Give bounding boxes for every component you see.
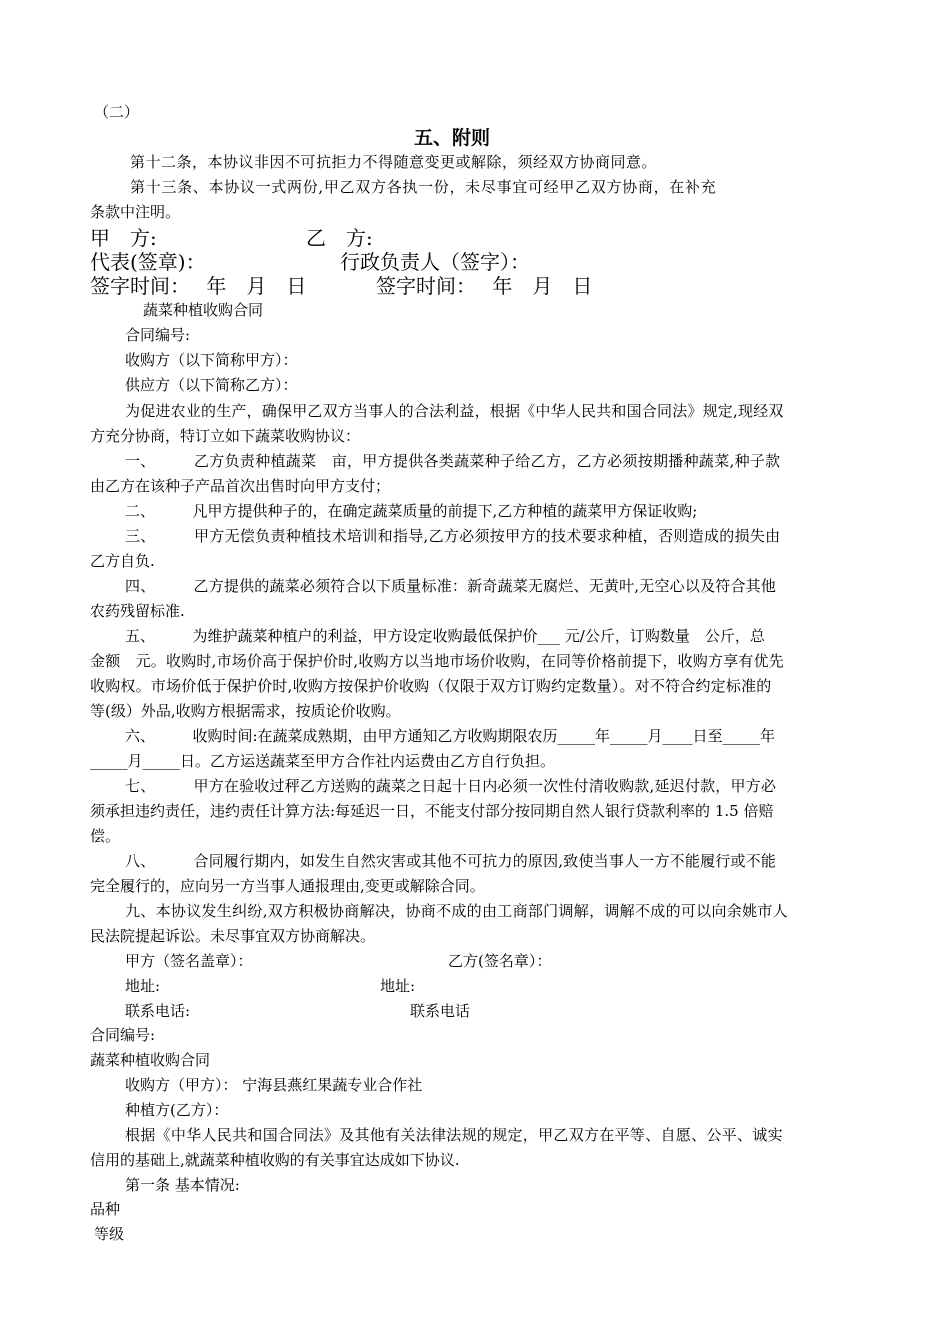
clause-2: 二、 凡甲方提供种子的，在确定蔬菜质量的前提下,乙方种植的蔬菜甲方保证收购;	[125, 502, 698, 520]
article-13-line2: 条款中注明。	[90, 203, 181, 221]
signature-representative: 代表(签章)：	[90, 250, 206, 274]
clause-5-line4: 等(级）外品,收购方根据需求，按质论价收购。	[90, 702, 401, 720]
clause-3-line1: 三、 甲方无偿负责种植技术培训和指导,乙方必须按甲方的技术要求种植，否则造成的损失由	[125, 527, 781, 545]
signature-party-b: 乙 方:	[306, 226, 373, 250]
article-12: 第十二条，本协议非因不可抗拒力不得随意变更或解除，须经双方协商同意。	[130, 153, 658, 171]
contract2-number: 合同编号:	[125, 326, 191, 344]
clause-8-line1: 八、 合同履行期内，如发生自然灾害或其他不可抗力的原因,致使当事人一方不能履行或不能	[125, 852, 777, 870]
contract3-buyer: 收购方（甲方）： 宁海县燕红果蔬专业合作社	[125, 1076, 423, 1094]
section-label: （二）	[94, 103, 140, 121]
contract3-article-1: 第一条 基本情况:	[125, 1176, 240, 1194]
clause-1-line1: 一、 乙方负责种植蔬菜 亩，甲方提供各类蔬菜种子给乙方，乙方必须按期播种蔬菜,种子款	[125, 452, 781, 470]
clause-9-line1: 九、本协议发生纠纷,双方积极协商解决，协商不成的由工商部门调解，调解不成的可以向余姚市人	[125, 902, 788, 920]
signature-time-a: 签字时间： 年 月 日	[90, 274, 307, 298]
contract2-intro-line1: 为促进农业的生产，确保甲乙双方当事人的合法利益，根据《中华人民共和国合同法》规定,现经双	[125, 402, 784, 420]
contract2-sign-b: 乙方(签名章）：	[448, 952, 552, 970]
clause-5-line3: 收购权。市场价低于保护价时,收购方按保护价收购（仅限于双方订购约定数量）。对不符合约定标准的	[90, 677, 772, 695]
clause-4-line1: 四、 乙方提供的蔬菜必须符合以下质量标准：新奇蔬菜无腐烂、无黄叶,无空心以及符合其他	[125, 577, 777, 595]
contract3-intro-line1: 根据《中华人民共和国合同法》及其他有关法律法规的规定，甲乙双方在平等、自愿、公平、诚实	[125, 1126, 783, 1144]
section-title: 五、附则	[414, 127, 491, 149]
clause-6-line2: _____月_____日。乙方运送蔬菜至甲方合作社内运费由乙方自行负担。	[90, 752, 556, 770]
contract2-intro-line2: 方充分协商，特订立如下蔬菜收购协议：	[90, 427, 361, 445]
contract3-grower: 种植方(乙方）：	[125, 1101, 229, 1119]
clause-3-line2: 乙方自负.	[90, 552, 155, 570]
clause-4-line2: 农药残留标准.	[90, 602, 185, 620]
contract3-variety: 品种	[90, 1200, 121, 1218]
contract2-sign-a: 甲方（签名盖章）：	[125, 952, 253, 970]
signature-time-b: 签字时间： 年 月 日	[376, 274, 593, 298]
contract2-phone-b: 联系电话	[410, 1002, 471, 1020]
clause-8-line2: 完全履行的，应向另一方当事人通报理由,变更或解除合同。	[90, 877, 485, 895]
contract2-title: 蔬菜种植收购合同	[143, 301, 264, 319]
article-13-line1: 第十三条、本协议一式两份,甲乙双方各执一份，未尽事宜可经甲乙双方协商，在补充	[130, 178, 717, 196]
contract3-grade: 等级	[94, 1225, 125, 1243]
contract3-title: 蔬菜种植收购合同	[90, 1051, 211, 1069]
contract2-phone-a: 联系电话:	[125, 1002, 191, 1020]
signature-party-a: 甲 方:	[90, 226, 157, 250]
contract2-supplier: 供应方（以下简称乙方）：	[125, 376, 298, 394]
contract3-number: 合同编号:	[90, 1026, 156, 1044]
signature-admin: 行政负责人（签字）：	[340, 250, 530, 274]
clause-7-line1: 七、 甲方在验收过秤乙方送购的蔬菜之日起十日内必须一次性付清收购款,延迟付款，甲方必	[125, 777, 777, 795]
clause-5-line1: 五、 为维护蔬菜种植户的利益，甲方设定收购最低保护价___ 元/公斤，订购数量 公斤，总	[125, 627, 765, 645]
clause-7-line3: 偿。	[90, 827, 121, 845]
clause-6-line1: 六、 收购时间:在蔬菜成熟期，由甲方通知乙方收购期限农历_____年_____月____日至_____年	[125, 727, 776, 745]
clause-1-line2: 由乙方在该种子产品首次出售时向甲方支付；	[90, 477, 391, 495]
contract2-buyer: 收购方（以下简称甲方）：	[125, 351, 298, 369]
clause-7-line2: 须承担违约责任，违约责任计算方法:每延迟一日，不能支付部分按同期自然人银行贷款利率的 1.5 倍赔	[90, 802, 774, 820]
contract2-address-b: 地址:	[380, 977, 416, 995]
clause-5-line2: 金额 元。收购时,市场价高于保护价时,收购方以当地市场价收购，在同等价格前提下，收购方享有优先	[90, 652, 784, 670]
contract2-address-a: 地址:	[125, 977, 161, 995]
clause-9-line2: 民法院提起诉讼。未尽事宜双方协商解决。	[90, 927, 376, 945]
contract3-intro-line2: 信用的基础上,就蔬菜种植收购的有关事宜达成如下协议.	[90, 1151, 460, 1169]
